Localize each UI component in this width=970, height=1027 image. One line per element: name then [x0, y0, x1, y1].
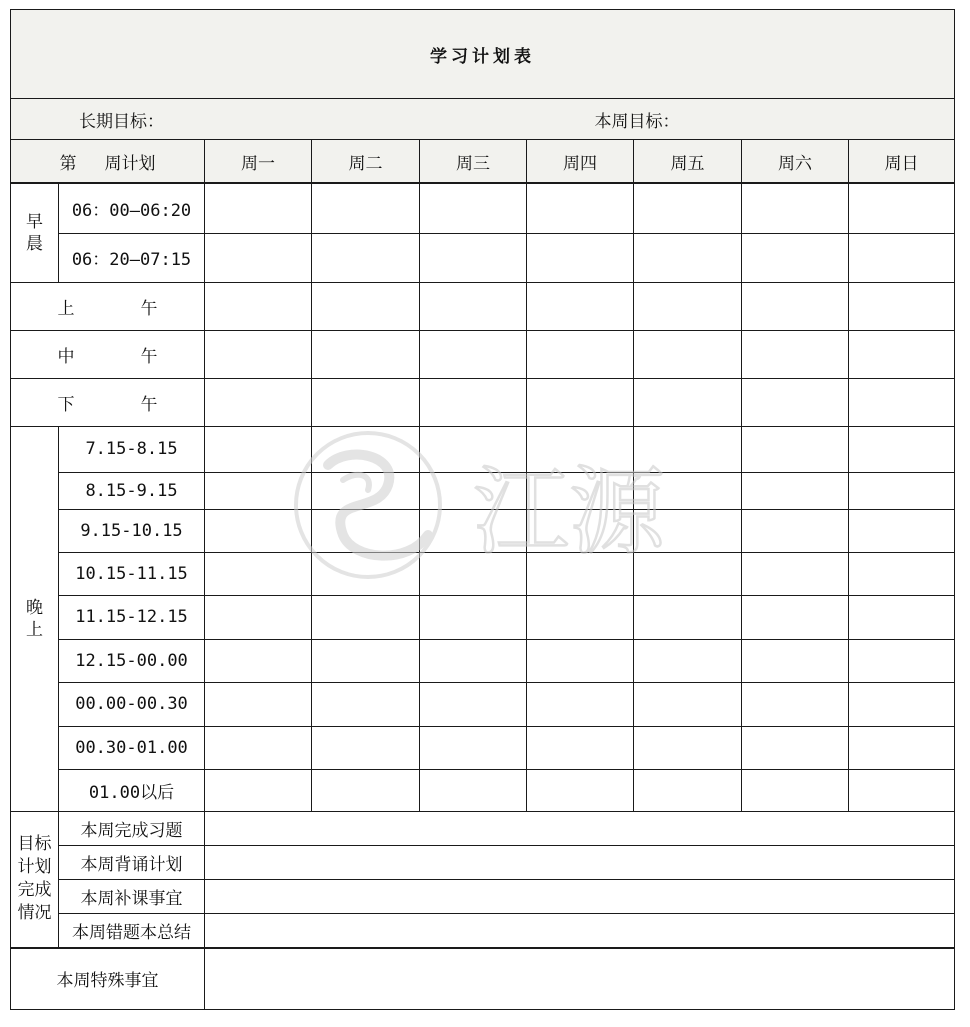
plan-cell[interactable] [205, 426, 312, 472]
plan-cell[interactable] [634, 509, 742, 552]
plan-cell[interactable] [849, 472, 955, 509]
plan-cell[interactable] [849, 639, 955, 682]
day-header-mon: 周一 [205, 140, 312, 184]
evening-label-bottom: 上 [26, 619, 43, 640]
plan-cell[interactable] [527, 426, 634, 472]
plan-cell[interactable] [849, 378, 955, 426]
summary-entry-cell[interactable] [205, 845, 955, 879]
summary-row [11, 845, 955, 879]
plan-cell[interactable] [312, 330, 420, 378]
plan-cell[interactable] [634, 595, 742, 639]
period-label-afternoon [11, 378, 205, 426]
plan-cell[interactable] [420, 769, 527, 811]
summary-row [11, 811, 955, 845]
evening-row [11, 472, 955, 509]
plan-cell[interactable] [849, 183, 955, 233]
plan-cell[interactable] [742, 639, 849, 682]
plan-cell[interactable] [312, 552, 420, 595]
plan-cell[interactable] [527, 509, 634, 552]
period-row [11, 330, 955, 378]
plan-cell[interactable] [742, 330, 849, 378]
plan-cell[interactable] [742, 183, 849, 233]
plan-cell[interactable] [312, 472, 420, 509]
plan-cell[interactable] [742, 509, 849, 552]
goal-completion-line: 完成 [17, 880, 52, 901]
evening-row [11, 639, 955, 682]
plan-cell[interactable] [849, 769, 955, 811]
plan-cell[interactable] [849, 233, 955, 282]
plan-cell[interactable] [420, 378, 527, 426]
plan-cell[interactable] [205, 682, 312, 726]
goals-row [11, 99, 955, 140]
plan-cell[interactable] [527, 726, 634, 769]
summary-item-label: 本周补课事宜 [59, 879, 205, 913]
summary-row [11, 913, 955, 948]
period-label-second: 午 [140, 394, 158, 415]
plan-cell[interactable] [205, 552, 312, 595]
week-plan-label-prefix: 第 [59, 153, 77, 174]
week-plan-label-suffix: 周计划 [104, 153, 156, 174]
plan-cell[interactable] [634, 183, 742, 233]
plan-cell[interactable] [205, 472, 312, 509]
plan-cell[interactable] [312, 233, 420, 282]
plan-cell[interactable] [420, 282, 527, 330]
summary-entry-cell[interactable] [205, 879, 955, 913]
time-slot-label: 00.30-01.00 [59, 726, 205, 769]
plan-cell[interactable] [527, 233, 634, 282]
plan-cell[interactable] [849, 282, 955, 330]
header-row [11, 140, 955, 184]
plan-cell[interactable] [420, 233, 527, 282]
plan-cell[interactable] [742, 769, 849, 811]
period-label-second: 午 [140, 298, 158, 319]
morning-row [11, 233, 955, 282]
period-label-first: 上 [57, 298, 75, 319]
goal-completion-line: 目标 [17, 834, 52, 855]
day-header-fri: 周五 [634, 140, 742, 184]
plan-cell[interactable] [420, 726, 527, 769]
plan-cell[interactable] [312, 509, 420, 552]
plan-cell[interactable] [742, 552, 849, 595]
plan-cell[interactable] [312, 183, 420, 233]
period-label-noon [11, 330, 205, 378]
special-row [11, 948, 955, 1009]
goal-completion-label [11, 811, 59, 948]
plan-cell[interactable] [420, 509, 527, 552]
time-slot-label: 01.00以后 [59, 769, 205, 811]
plan-cell[interactable] [849, 726, 955, 769]
plan-cell[interactable] [205, 639, 312, 682]
time-slot-label: 9.15-10.15 [59, 509, 205, 552]
plan-cell[interactable] [527, 282, 634, 330]
morning-label [11, 183, 59, 282]
evening-row [11, 726, 955, 769]
plan-cell[interactable] [205, 769, 312, 811]
study-plan-table [10, 9, 955, 1010]
plan-cell[interactable] [312, 639, 420, 682]
time-slot-label: 11.15-12.15 [59, 595, 205, 639]
plan-cell[interactable] [742, 595, 849, 639]
evening-label [11, 426, 59, 811]
evening-row [11, 682, 955, 726]
plan-cell[interactable] [849, 595, 955, 639]
plan-cell[interactable] [205, 183, 312, 233]
plan-cell[interactable] [742, 282, 849, 330]
plan-cell[interactable] [849, 330, 955, 378]
evening-row [11, 426, 955, 472]
plan-cell[interactable] [527, 183, 634, 233]
morning-label-bottom: 晨 [26, 233, 43, 254]
page-title: 学习计划表 [11, 10, 955, 99]
plan-cell[interactable] [312, 726, 420, 769]
plan-cell[interactable] [312, 682, 420, 726]
plan-cell[interactable] [205, 233, 312, 282]
period-row [11, 378, 955, 426]
time-slot-label: 10.15-11.15 [59, 552, 205, 595]
day-header-tue: 周二 [312, 140, 420, 184]
plan-cell[interactable] [742, 682, 849, 726]
plan-cell[interactable] [205, 509, 312, 552]
long-term-goal-label[interactable]: 长期目标： [11, 99, 420, 140]
plan-cell[interactable] [634, 639, 742, 682]
plan-cell[interactable] [742, 378, 849, 426]
summary-entry-cell[interactable] [205, 913, 955, 948]
plan-cell[interactable] [312, 378, 420, 426]
summary-row [11, 879, 955, 913]
watermark-text: 江源 [473, 456, 665, 568]
plan-cell[interactable] [420, 639, 527, 682]
plan-cell[interactable] [634, 726, 742, 769]
plan-cell[interactable] [634, 682, 742, 726]
plan-cell[interactable] [527, 378, 634, 426]
plan-cell[interactable] [420, 426, 527, 472]
evening-row [11, 595, 955, 639]
special-matters-label: 本周特殊事宜 [11, 948, 205, 1009]
plan-cell[interactable] [205, 282, 312, 330]
time-slot-label: 7.15-8.15 [59, 426, 205, 472]
plan-cell[interactable] [527, 472, 634, 509]
day-header-thu: 周四 [527, 140, 634, 184]
title-row [11, 10, 955, 99]
plan-cell[interactable] [420, 682, 527, 726]
week-plan-header [11, 140, 205, 184]
plan-cell[interactable] [634, 233, 742, 282]
special-matters-entry[interactable] [205, 948, 955, 1009]
plan-cell[interactable] [634, 472, 742, 509]
day-header-wed: 周三 [420, 140, 527, 184]
summary-item-label: 本周错题本总结 [59, 913, 205, 948]
summary-item-label: 本周完成习题 [59, 811, 205, 845]
evening-label-top: 晚 [26, 597, 43, 618]
plan-cell[interactable] [205, 726, 312, 769]
time-slot-label: 00.00-00.30 [59, 682, 205, 726]
day-header-sat: 周六 [742, 140, 849, 184]
goal-completion-line: 计划 [17, 857, 52, 878]
plan-cell[interactable] [742, 726, 849, 769]
plan-cell[interactable] [205, 378, 312, 426]
evening-row [11, 552, 955, 595]
plan-cell[interactable] [742, 233, 849, 282]
plan-cell[interactable] [527, 682, 634, 726]
plan-cell[interactable] [527, 639, 634, 682]
plan-cell[interactable] [420, 183, 527, 233]
period-label-first: 中 [57, 346, 75, 367]
plan-cell[interactable] [634, 769, 742, 811]
plan-cell[interactable] [420, 330, 527, 378]
plan-cell[interactable] [742, 472, 849, 509]
evening-row [11, 769, 955, 811]
morning-label-top: 早 [26, 211, 43, 232]
plan-cell[interactable] [312, 282, 420, 330]
plan-cell[interactable] [634, 552, 742, 595]
period-label-first: 下 [57, 394, 75, 415]
plan-cell[interactable] [527, 769, 634, 811]
plan-cell[interactable] [420, 595, 527, 639]
morning-row [11, 183, 955, 233]
plan-cell[interactable] [420, 552, 527, 595]
period-row [11, 282, 955, 330]
plan-cell[interactable] [849, 552, 955, 595]
plan-cell[interactable] [312, 426, 420, 472]
time-slot-label: 8.15-9.15 [59, 472, 205, 509]
plan-cell[interactable] [527, 552, 634, 595]
period-label-second: 午 [140, 346, 158, 367]
evening-row [11, 509, 955, 552]
plan-cell[interactable] [634, 282, 742, 330]
plan-cell[interactable] [205, 330, 312, 378]
plan-cell[interactable] [634, 330, 742, 378]
plan-cell[interactable] [849, 426, 955, 472]
plan-cell[interactable] [527, 330, 634, 378]
summary-entry-cell[interactable] [205, 811, 955, 845]
plan-cell[interactable] [742, 426, 849, 472]
plan-cell[interactable] [849, 509, 955, 552]
goal-completion-line: 情况 [17, 903, 52, 924]
period-label-morning [11, 282, 205, 330]
plan-cell[interactable] [527, 595, 634, 639]
time-slot-label: 12.15-00.00 [59, 639, 205, 682]
summary-item-label: 本周背诵计划 [59, 845, 205, 879]
plan-cell[interactable] [312, 595, 420, 639]
plan-cell[interactable] [634, 378, 742, 426]
plan-cell[interactable] [634, 426, 742, 472]
plan-cell[interactable] [420, 472, 527, 509]
plan-cell[interactable] [312, 769, 420, 811]
plan-cell[interactable] [205, 595, 312, 639]
day-header-sun: 周日 [849, 140, 955, 184]
weekly-goal-label[interactable]: 本周目标： [420, 99, 955, 140]
time-slot-label: 06：00—06:20 [59, 183, 205, 233]
time-slot-label: 06：20—07:15 [59, 233, 205, 282]
plan-cell[interactable] [849, 682, 955, 726]
